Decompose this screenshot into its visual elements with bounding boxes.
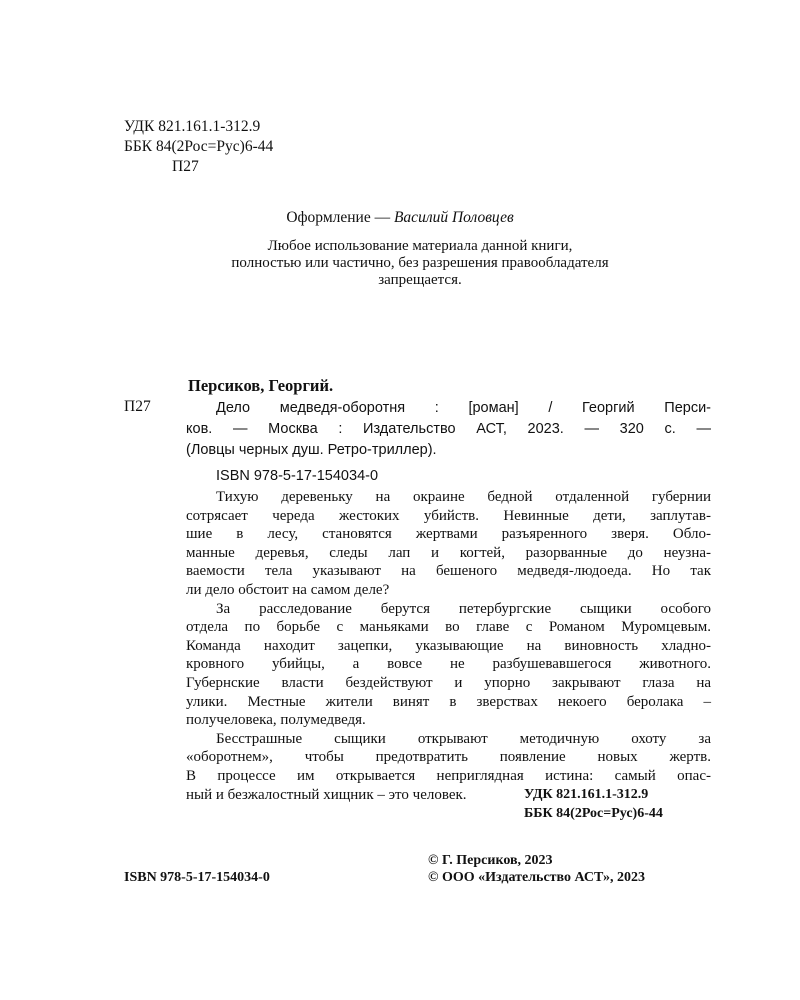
catalog-isbn: ISBN 978-5-17-154034-0 — [216, 468, 379, 484]
annotation-line: Тихую деревеньку на окраине бедной отдаленной губернии — [216, 489, 711, 505]
annotation-udk: УДК 821.161.1-312.9 — [524, 787, 649, 802]
copyright-publisher: © ООО «Издательство АСТ», 2023 — [428, 870, 646, 885]
catalog-description-line: (Ловцы черных душ. Ретро-триллер). — [186, 442, 437, 458]
catalog-description — [186, 398, 711, 461]
catalog-description-line: Дело медведя-оборотня : [роман] / Георгий Перси- — [216, 400, 711, 416]
annotation-line: отдела по борьбе с маньяками во главе с Романом Муромцевым. — [186, 619, 711, 636]
bbk-code: ББК 84(2Рос=Рус)6-44 — [124, 138, 274, 155]
copyright-author: © Г. Персиков, 2023 — [428, 853, 553, 868]
annotation-line: ный и безжалостный хищник – это человек. — [186, 786, 467, 803]
udk-code: УДК 821.161.1-312.9 — [124, 118, 261, 135]
copyright-notice-line: Любое использование материала данной книги, — [267, 238, 573, 254]
annotation-line: улики. Местные жители винят в зверствах некоего беролака – — [186, 693, 711, 710]
footer-isbn: ISBN 978-5-17-154034-0 — [124, 870, 270, 885]
annotation-line: ваемости тела указывают на бешеного медведя-людоеда. Но так — [186, 563, 711, 580]
annotation-line: получеловека, полумедведя. — [186, 712, 366, 729]
annotation-line: кровного убийцы, а вовсе не разбушевавшегося животного. — [186, 656, 711, 673]
copyright-notice-line: запрещается. — [378, 272, 462, 288]
annotation-line: сотрясает череда жестоких убийств. Невинные дети, заплутав- — [186, 507, 711, 524]
annotation-line: Команда находит зацепки, указывающие на виновность хладно- — [186, 637, 711, 654]
annotation-line: ли дело обстоит на самом деле? — [186, 581, 390, 598]
annotation-line: За расследование берутся петербургские сыщики особого — [216, 600, 711, 617]
design-credit — [0, 208, 800, 228]
catalog-mark: П27 — [124, 398, 151, 415]
annotation-bbk: ББК 84(2Рос=Рус)6-44 — [524, 806, 663, 821]
annotation-line: «оборотнем», чтобы предотвратить появление новых жертв. — [186, 749, 711, 766]
copyright-notice — [0, 238, 800, 289]
copyright-notice-line: полностью или частично, без разрешения правообладателя — [231, 255, 609, 271]
annotation-line: манные деревья, следы лап и когтей, разорванные до неузна- — [186, 544, 711, 561]
annotation-text — [186, 488, 711, 804]
annotation-line: Губернские власти бездействуют и упорно закрывают глаза на — [186, 674, 711, 691]
annotation-line: В процессе им открывается неприглядная истина: самый опас- — [186, 767, 711, 784]
author-mark: П27 — [172, 158, 199, 175]
design-credit-label: Оформление — — [286, 209, 394, 226]
annotation-line: шие в лесу, становятся жертвами разъяренного зверя. Обло- — [186, 526, 711, 543]
catalog-author-heading: Персиков, Георгий. — [188, 376, 334, 395]
catalog-description-line: ков. — Москва : Издательство АСТ, 2023. — 320 с. — — [186, 421, 711, 437]
design-credit-name: Василий Половцев — [393, 209, 514, 226]
annotation-line: Бесстрашные сыщики открывают методичную охоту за — [216, 730, 711, 747]
